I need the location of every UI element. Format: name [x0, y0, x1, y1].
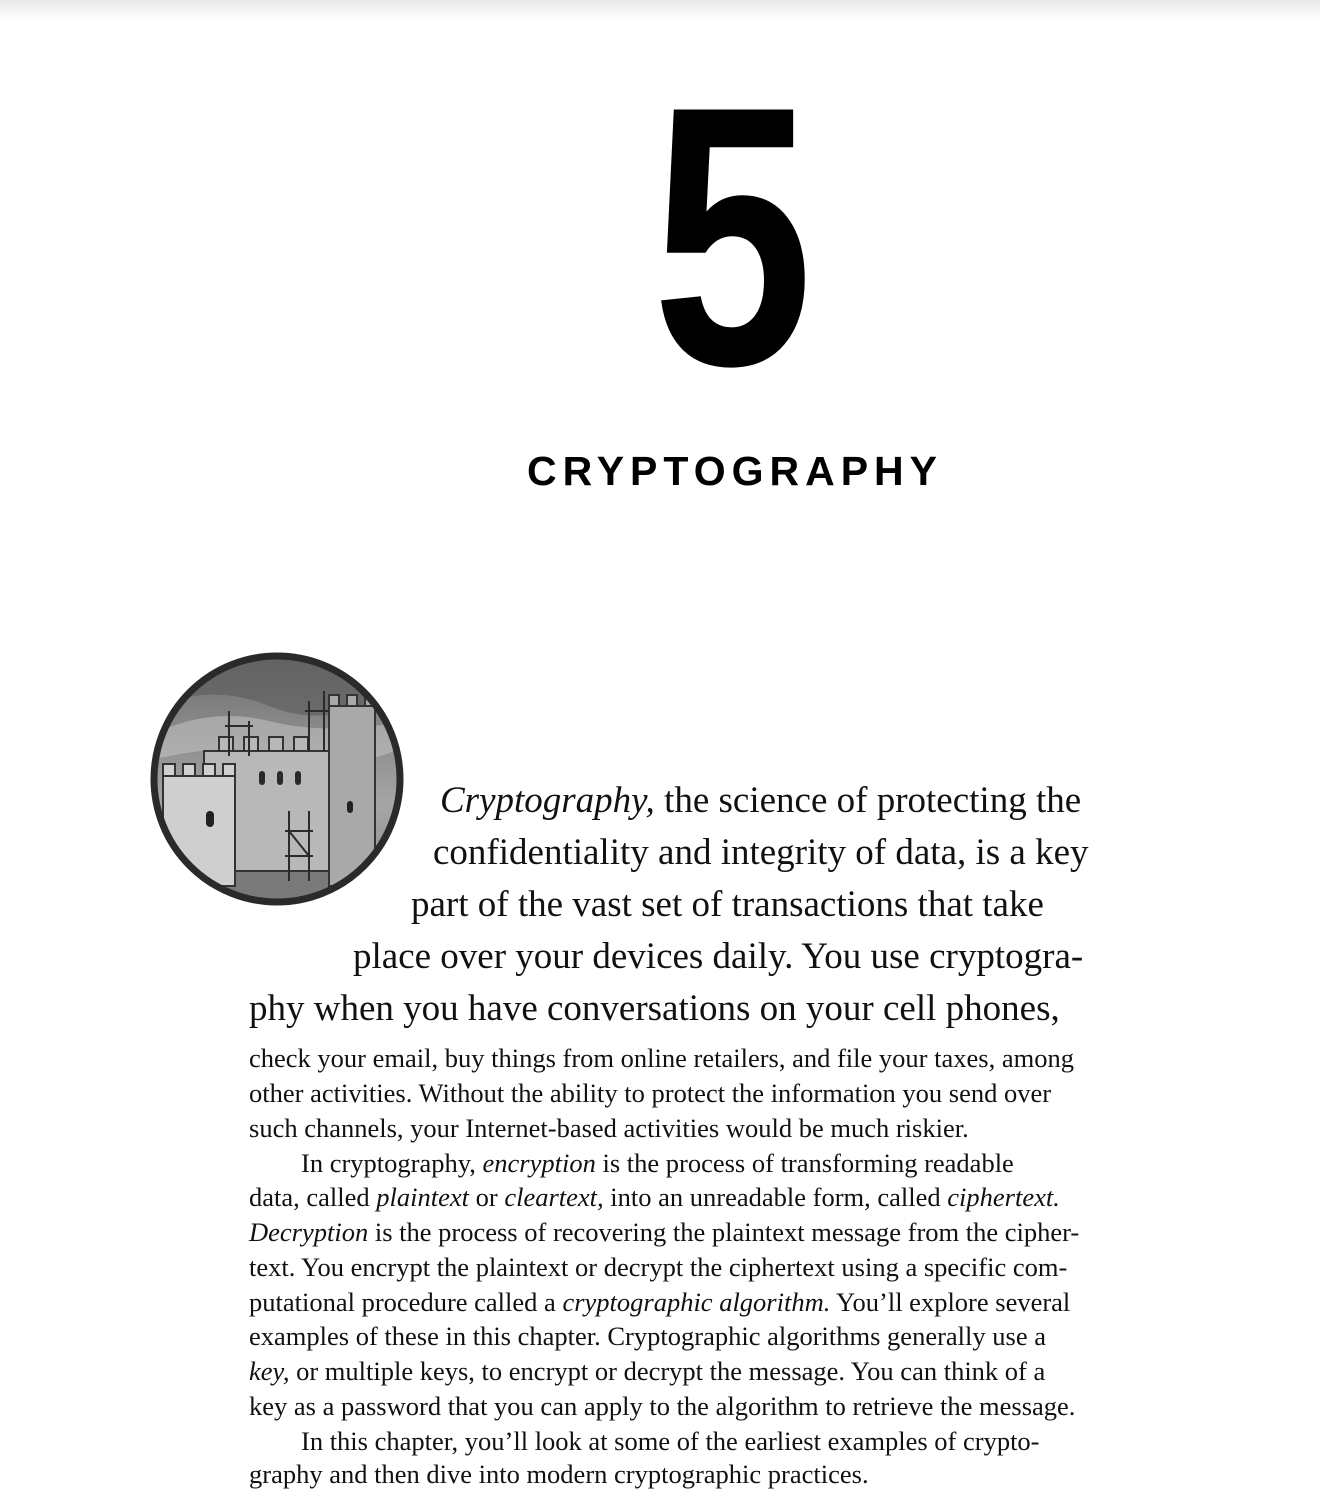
term-plaintext: plaintext: [376, 1182, 470, 1212]
p2-line-2: [249, 1181, 1060, 1213]
p1-line-3: such channels, your Internet-based activities would be much riskier.: [249, 1113, 969, 1143]
term-cryptographic-algorithm: cryptographic algorithm.: [562, 1287, 831, 1317]
intro-line-4: place over your devices daily. You use cryptogra-: [353, 936, 1084, 977]
intro-line-1-text: the science of protecting the: [654, 780, 1082, 821]
term-key: key,: [249, 1356, 290, 1386]
p3-line-2: graphy and then dive into modern cryptographic practices.: [249, 1459, 869, 1489]
p1-line-1: check your email, buy things from online retailers, and file your taxes, among: [249, 1043, 1074, 1073]
castle-medallion-icon: [149, 651, 405, 907]
p2-text: data, called: [249, 1182, 377, 1212]
p2-text: In cryptography,: [301, 1148, 483, 1178]
p2-text: is the process of transforming readable: [595, 1148, 1014, 1178]
page-top-edge: [0, 0, 1320, 22]
p2-text: is the process of recovering the plaintext message from the cipher-: [368, 1217, 1080, 1247]
p3-line-1: In this chapter, you’ll look at some of the earliest examples of crypto-: [301, 1426, 1040, 1456]
term-cleartext: cleartext,: [504, 1182, 604, 1212]
p2-text: or: [469, 1182, 505, 1212]
term-ciphertext: ciphertext.: [947, 1182, 1060, 1212]
p2-text: into an unreadable form, called: [603, 1182, 948, 1212]
p2-line-8: key as a password that you can apply to the algorithm to retrieve the message.: [249, 1391, 1076, 1421]
term-cryptography: Cryptography,: [440, 780, 655, 821]
term-decryption: Decryption: [249, 1217, 369, 1247]
chapter-title: CRYPTOGRAPHY: [527, 448, 943, 494]
p2-text: You’ll explore several: [830, 1287, 1071, 1317]
p2-line-1: [301, 1147, 1014, 1179]
p2-line-3: [249, 1216, 1079, 1248]
p2-line-7: [249, 1355, 1045, 1387]
p2-line-4: text. You encrypt the plaintext or decrypt the ciphertext using a specific com-: [249, 1252, 1068, 1282]
p2-line-5: [249, 1286, 1070, 1318]
intro-line-2: confidentiality and integrity of data, is a key: [433, 832, 1089, 873]
chapter-number: 5: [652, 30, 813, 443]
p2-text: putational procedure called a: [249, 1287, 563, 1317]
intro-line-1: [440, 780, 1081, 822]
p2-line-6: examples of these in this chapter. Cryptographic algorithms generally use a: [249, 1321, 1046, 1351]
p1-line-2: other activities. Without the ability to protect the information you send over: [249, 1078, 1052, 1108]
term-encryption: encryption: [482, 1148, 596, 1178]
p2-text: or multiple keys, to encrypt or decrypt the message. You can think of a: [289, 1356, 1046, 1386]
intro-line-3: part of the vast set of transactions that take: [411, 884, 1044, 925]
intro-line-5: phy when you have conversations on your cell phones,: [249, 988, 1060, 1029]
